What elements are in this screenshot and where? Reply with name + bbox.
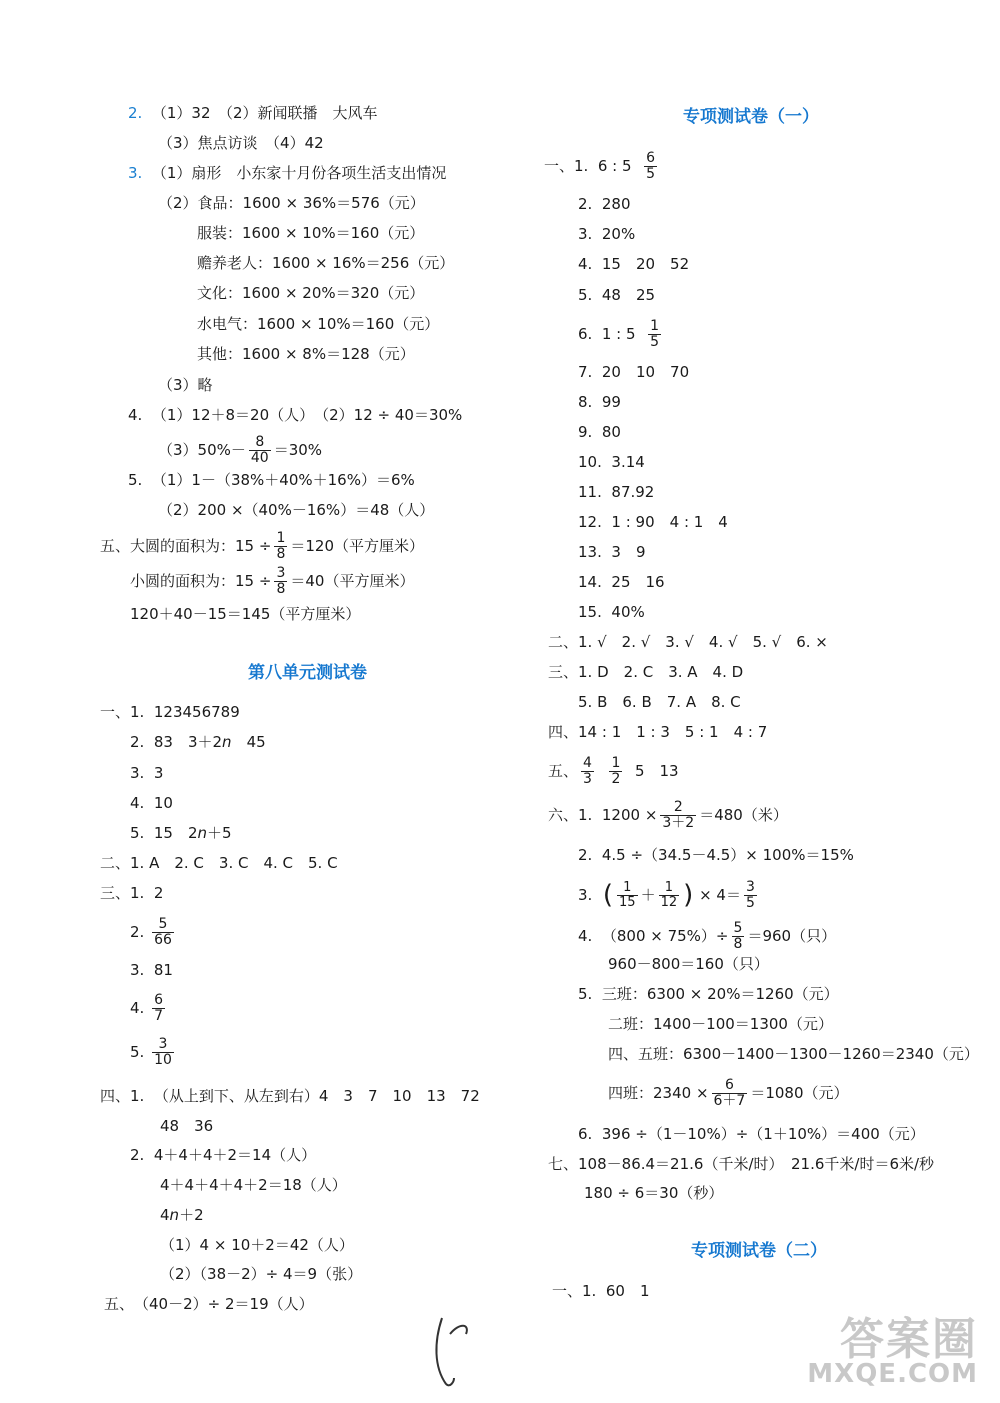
answer-line: 二、 1. √ 2. √ 3. √ 4. √ 5. √ 6. ×: [548, 633, 828, 651]
answer-line: 五、 $\frac{4}{3}$ $\frac{1}{2}$ 5 13: [548, 754, 679, 787]
answer-line: 14. 25 16: [578, 573, 665, 591]
answer-line: 一、 1. 123456789: [100, 703, 240, 721]
fraction: $\frac{5}{66}$: [154, 915, 172, 948]
answer-line: 7. 20 10 70: [578, 363, 690, 381]
answer-line: 五、 （40－2）÷ 2＝19（人）: [104, 1295, 314, 1313]
fraction: $\frac{8}{40}$: [250, 433, 269, 466]
answer-line: 5. 48 25: [578, 286, 656, 304]
answer-line: 13. 3 9: [578, 543, 646, 561]
answer-line: 5. 15 2 n ＋5: [130, 824, 232, 842]
answer-line: 文化：1600 × 20%＝320（元）: [197, 284, 425, 302]
answer-line: （2）（38－2）÷ 4＝9（张）: [160, 1265, 363, 1283]
answer-line: 10. 3.14: [578, 453, 645, 471]
handwritten-mark-icon: [420, 1312, 490, 1392]
answer-line: 二、 1. A 2. C 3. C 4. C 5. C: [100, 854, 338, 872]
section-heading: 专项测试卷（二）: [691, 1241, 827, 1261]
answer-line: 3. 81: [130, 961, 173, 979]
fraction: $\frac{5}{8}$: [733, 919, 743, 952]
answer-line: 四、五班：6300－1400－1300－1260＝2340（元）: [608, 1045, 979, 1063]
answer-line: （1）4 × 10＋2＝42（人）: [160, 1236, 354, 1254]
answer-line: 5. B 6. B 7. A 8. C: [578, 693, 741, 711]
fraction: $\frac{2}{3+2}$: [662, 798, 695, 831]
fraction: $\frac{4}{3}$: [583, 754, 592, 787]
answer-line: 其他：1600 × 8%＝128（元）: [197, 345, 415, 363]
fraction: $\frac{6}{7}$: [154, 991, 164, 1024]
answer-line: 二班：1400－100＝1300（元）: [608, 1015, 833, 1033]
answer-line: 一、 1. 60 1: [552, 1282, 650, 1300]
answer-line: （2）200 ×（40%－16%）＝48（人）: [158, 501, 435, 519]
fraction: $\frac{3}{8}$: [276, 564, 286, 597]
answer-line: 2. 4＋4＋4＋2＝14（人）: [130, 1146, 317, 1164]
answer-line: 12. 1 : 90 4 : 1 4: [578, 513, 728, 531]
answer-line: （2）食品：1600 × 36%＝576（元）: [158, 194, 425, 212]
answer-line: 三、 1. 2: [100, 884, 164, 902]
answer-line: 2. 83 3＋2 n 45: [130, 733, 266, 751]
answer-line: 四、 14 : 1 1 : 3 5 : 1 4 : 7: [548, 723, 768, 741]
answer-line: 8. 99: [578, 393, 621, 411]
answer-line: 4＋4＋4＋4＋2＝18（人）: [160, 1176, 347, 1194]
fraction: $\frac{1}{5}$: [650, 317, 660, 350]
fraction: $\frac{1}{15}$: [619, 879, 636, 910]
answer-line: 4. （1）12＋8＝20（人） （2）12 ÷ 40＝30%: [128, 406, 463, 424]
fraction: $\frac{1}{2}$: [611, 754, 621, 787]
answer-line: 120＋40－15＝145（平方厘米）: [130, 605, 361, 623]
answer-line: 180 ÷ 6＝30（秒）: [584, 1184, 724, 1202]
answer-line: （3）焦点访谈 （4）42: [158, 134, 324, 152]
answer-line: 4. （800 × 75%）÷ $\frac{5}{8}$ ＝960（只）: [578, 919, 837, 952]
answer-line: 48 36: [160, 1117, 214, 1135]
answer-line: 9. 80: [578, 423, 621, 441]
fraction: $\frac{1}{8}$: [276, 529, 286, 562]
answer-line: 4. 15 20 52: [578, 255, 690, 273]
answer-line: 四班：2340 × $\frac{6}{6+7}$ ＝1080（元）: [608, 1076, 849, 1109]
answer-line: 2. 280: [578, 195, 631, 213]
answer-line: 小圆的面积为：15 ÷ $\frac{3}{8}$ ＝40（平方厘米）: [130, 564, 415, 597]
answer-line: 4 n ＋2: [160, 1206, 204, 1224]
answer-line: 服装：1600 × 10%＝160（元）: [197, 224, 425, 242]
fraction: $\frac{6}{5}$: [646, 149, 656, 182]
answer-line: 3. 20%: [578, 225, 636, 243]
answer-line: （3）50%－ $\frac{8}{40}$ ＝30%: [158, 433, 323, 466]
fraction: $\frac{3}{10}$: [154, 1035, 172, 1068]
section-heading: 专项测试卷（一）: [683, 107, 819, 127]
answer-line: 3. （1）扇形 小东家十月份各项生活支出情况: [128, 164, 447, 182]
answer-line: 6. 396 ÷（1－10%）÷（1＋10%）＝400（元）: [578, 1125, 925, 1143]
fraction: $\frac{3}{5}$: [745, 878, 755, 911]
answer-line: 3. 3: [130, 764, 164, 782]
answer-line: 5. $\frac{3}{10}$: [130, 1035, 172, 1068]
answer-line: 四、 1. （从上到下、从左到右）4 3 7 10 13 72: [100, 1087, 480, 1105]
answer-line: 一、 1. 6 : 5 $\frac{6}{5}$: [544, 149, 656, 182]
fraction: $\frac{1}{12}$: [660, 879, 678, 910]
answer-line: 4. 10: [130, 794, 173, 812]
answer-line: 11. 87.92: [578, 483, 655, 501]
answer-line: 960－800＝160（只）: [608, 955, 769, 973]
answer-line: （3）略: [158, 376, 213, 394]
fraction: $\frac{6}{6+7}$: [713, 1076, 746, 1109]
section-heading: 第八单元测试卷: [248, 663, 367, 683]
answer-line: 6. 1 : 5 $\frac{1}{5}$: [578, 317, 660, 350]
answer-line: 2. （1）32 （2）新闻联播 大风车: [128, 104, 378, 122]
answer-line: 2. 4.5 ÷（34.5－4.5）× 100%＝15%: [578, 846, 854, 864]
answer-line: 六、 1. 1200 × $\frac{2}{3+2}$ ＝480（米）: [548, 798, 788, 831]
answer-line: 5. （1）1－（38%＋40%＋16%）＝6%: [128, 471, 415, 489]
site-watermark: 答案圈 MXQE.COM: [807, 1314, 978, 1389]
answer-line: 15. 40%: [578, 603, 645, 621]
answer-line: 五、 大圆的面积为：15 ÷ $\frac{1}{8}$ ＝120（平方厘米）: [100, 529, 425, 562]
answer-line: 5. 三班：6300 × 20%＝1260（元）: [578, 985, 839, 1003]
answer-line: 赡养老人：1600 × 16%＝256（元）: [197, 254, 455, 272]
answer-line: 水电气：1600 × 10%＝160（元）: [197, 315, 440, 333]
answer-line: 2. $\frac{5}{66}$: [130, 915, 172, 948]
answer-line: 3. ( $\frac{1}{15}$ ＋ $\frac{1}{12}$ ) × 4＝ $\frac{3}{5}$: [578, 878, 755, 911]
answer-line: 三、 1. D 2. C 3. A 4. D: [548, 663, 744, 681]
answer-line: 4. $\frac{6}{7}$: [130, 991, 164, 1024]
answer-line: 七、 108－86.4＝21.6（千米/时） 21.6千米/时＝6米/秒: [548, 1155, 935, 1173]
